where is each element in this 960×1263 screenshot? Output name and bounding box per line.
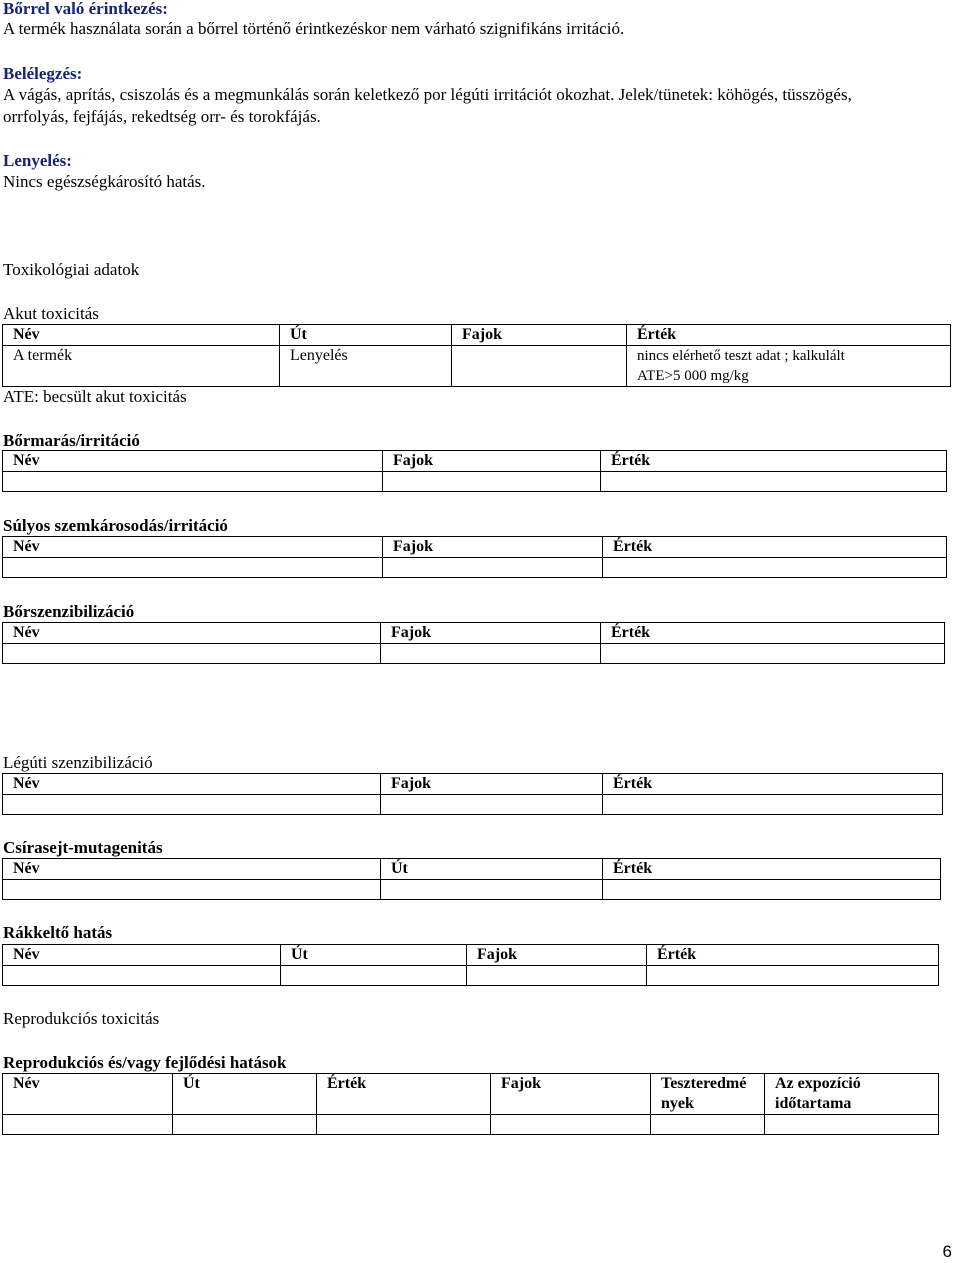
cell-value: [627, 346, 951, 387]
ingestion-text: Nincs egészségkárosító hatás.: [3, 172, 206, 191]
cell-species: [452, 346, 627, 387]
eye-damage-table: [2, 536, 947, 578]
table-row: [3, 1115, 939, 1135]
col-header-value: Érték: [627, 325, 951, 346]
col-header-name: Név: [3, 774, 381, 795]
ate-note: ATE: becsült akut toxicitás: [3, 387, 187, 406]
skin-corrosion-heading: Bőrmarás/irritáció: [3, 431, 140, 450]
skin-sensitization-table: [2, 622, 945, 664]
col-header-name: Név: [3, 945, 281, 966]
acute-toxicity-table: [2, 324, 951, 387]
col-header-value: Érték: [647, 945, 939, 966]
table-row: [3, 795, 943, 815]
repro-effects-heading: Reprodukciós és/vagy fejlődési hatások: [3, 1053, 287, 1072]
col-header-exposure-duration: [765, 1074, 939, 1115]
resp-sensitization-heading: Légúti szenzibilizáció: [3, 753, 153, 772]
col-header-value: Érték: [603, 537, 947, 558]
skin-corrosion-table: [2, 450, 947, 492]
acute-header-row: [3, 325, 951, 346]
col-header-species: Fajok: [381, 623, 601, 644]
table-row: [3, 880, 941, 900]
eye-damage-heading: Súlyos szemkárosodás/irritáció: [3, 516, 228, 535]
carcino-header-row: [3, 945, 939, 966]
col-header-species: Fajok: [383, 537, 603, 558]
cell-route: Lenyelés: [280, 346, 452, 387]
resp-sens-header-row: [3, 774, 943, 795]
skin-sens-header-row: [3, 623, 945, 644]
page-number: 6: [942, 1242, 952, 1261]
col-header-route: Út: [281, 945, 467, 966]
exposure-duration-line1: Az expozíció: [775, 1075, 861, 1092]
col-header-species: Fajok: [467, 945, 647, 966]
col-header-name: Név: [3, 623, 381, 644]
col-header-value: Érték: [603, 774, 943, 795]
cell-name: A termék: [3, 346, 280, 387]
cell-value-line2: ATE>5 000 mg/kg: [637, 368, 749, 384]
table-row: [3, 558, 947, 578]
col-header-species: Fajok: [383, 451, 601, 472]
tox-data-heading: Toxikológiai adatok: [3, 260, 140, 279]
ingestion-heading: Lenyelés:: [3, 151, 72, 170]
col-header-value: Érték: [601, 451, 947, 472]
col-header-species: Fajok: [452, 325, 627, 346]
carcinogenicity-table: [2, 944, 939, 986]
mutagen-header-row: [3, 859, 941, 880]
col-header-route: Út: [173, 1074, 317, 1115]
col-header-species: Fajok: [491, 1074, 651, 1115]
skin-contact-text: A termék használata során a bőrrel történő érintkezéskor nem várható szignifikáns irritáció.: [3, 19, 625, 38]
inhalation-text-line1: A vágás, aprítás, csiszolás és a megmunkálás során keletkező por légúti irritációt okozhat. Jelek/tünetek: köhögés, tüsszögés,: [3, 85, 852, 104]
col-header-name: Név: [3, 451, 383, 472]
cell-value-line1: nincs elérhető teszt adat ; kalkulált: [637, 348, 845, 364]
col-header-test-results: [651, 1074, 765, 1115]
col-header-route: Út: [280, 325, 452, 346]
col-header-name: Név: [3, 1074, 173, 1115]
acute-toxicity-heading: Akut toxicitás: [3, 304, 99, 323]
table-row: [3, 644, 945, 664]
skin-sensitization-heading: Bőrszenzibilizáció: [3, 602, 135, 621]
eye-damage-header-row: [3, 537, 947, 558]
col-header-name: Név: [3, 325, 280, 346]
repro-header-row: [3, 1074, 939, 1115]
inhalation-heading: Belélegzés:: [3, 64, 83, 83]
table-row: [3, 472, 947, 492]
col-header-name: Név: [3, 859, 381, 880]
table-row: [3, 966, 939, 986]
mutagenicity-table: [2, 858, 941, 900]
repro-toxicity-heading: Reprodukciós toxicitás: [3, 1009, 160, 1028]
inhalation-text-line2: orrfolyás, fejfájás, rekedtség orr- és torokfájás.: [3, 107, 321, 126]
resp-sensitization-table: [2, 773, 943, 815]
col-header-value: Érték: [601, 623, 945, 644]
col-header-value: Érték: [603, 859, 941, 880]
skin-corrosion-header-row: [3, 451, 947, 472]
exposure-duration-line2: időtartama: [775, 1095, 852, 1112]
mutagenicity-heading: Csírasejt-mutagenitás: [3, 838, 163, 857]
col-header-name: Név: [3, 537, 383, 558]
table-row: [3, 346, 951, 387]
col-header-species: Fajok: [381, 774, 603, 795]
test-results-line1: Teszteredmé: [661, 1075, 747, 1092]
repro-effects-table: [2, 1073, 939, 1135]
skin-contact-heading: Bőrrel való érintkezés:: [3, 0, 168, 18]
carcinogenicity-heading: Rákkeltő hatás: [3, 923, 113, 942]
col-header-value: Érték: [317, 1074, 491, 1115]
col-header-route: Út: [381, 859, 603, 880]
test-results-line2: nyek: [661, 1095, 694, 1112]
